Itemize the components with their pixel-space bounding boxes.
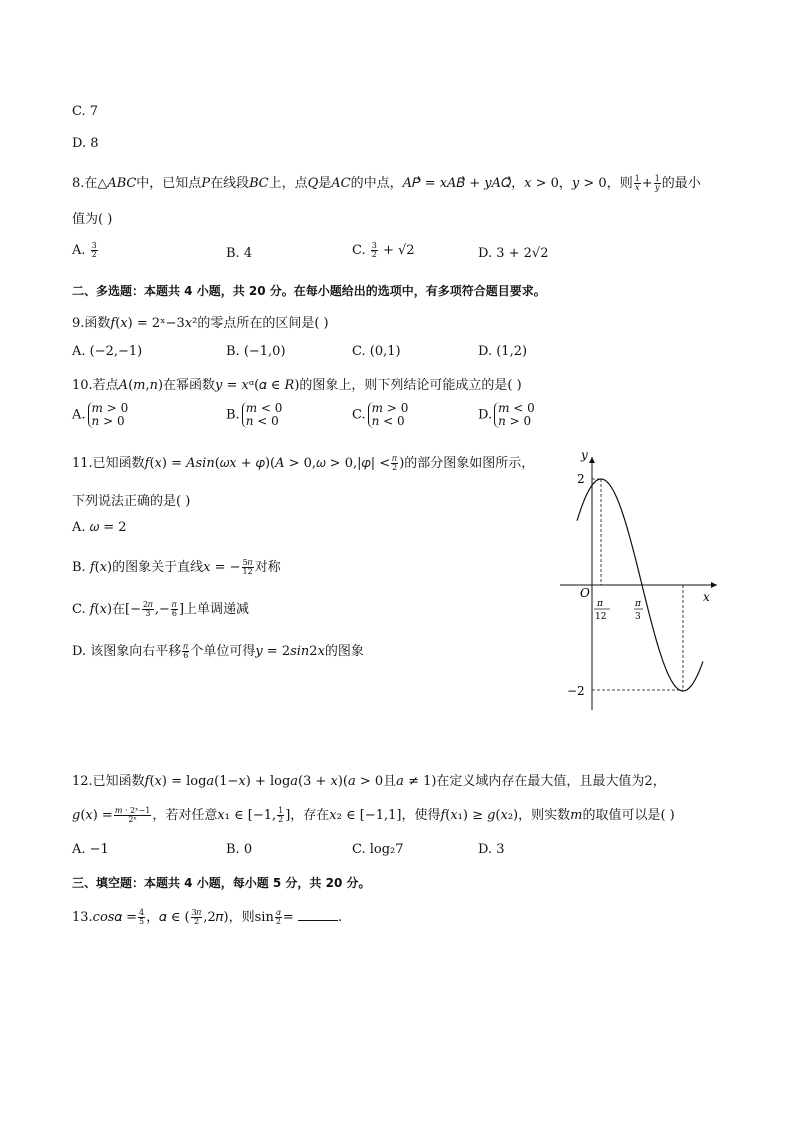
question-8-stem: 8.在△𝐴𝐵𝐶中，已知点𝑃在线段𝐵𝐶上，点𝑄是𝐴𝐶的中点，𝐴𝑃⃗ = 𝑥𝐴𝐵⃗ + 𝑦𝐴𝑄⃗，𝑥 > 0，𝑦 > 0，则 $\frac{1}{\text{𝑥}}$ + $\frac{1}{\text{𝑦}}$ 的最小 — [72, 174, 701, 192]
origin-label: 𝑂 — [580, 586, 590, 600]
q9-option-c: C. (0,1) — [352, 344, 401, 359]
q12-option-c: C. log₂7 — [352, 842, 404, 857]
q12-option-d: D. 3 — [478, 842, 505, 857]
question-12-stem-line2: 𝑔(𝑥) = $\frac{\text{𝑚 · 2ˣ−1}}{\text{2ˣ}}$ ，若对任意𝑥₁ ∈ [−1, $\frac{1}{2}$ ]，存在𝑥₂ ∈ [−1,1]，使得𝑓(𝑥₁) ≥ 𝑔(𝑥₂)，则实数𝑚的取值可以是( ) — [72, 806, 675, 824]
q10-option-d: D. 𝑚 < 0 𝑛 > 0 — [478, 401, 535, 428]
question-13-stem: 13.𝑐𝑜𝑠𝛼 = $\frac{4}{5}$ ，𝛼 ∈ ( $\frac{\text{3𝜋}}{2}$ ,2𝜋)，则sin $\frac{\text{𝛼}}{2}$ = . — [72, 908, 343, 926]
q11-option-b: B. 𝑓(𝑥)的图象关于直线𝑥 = − $\frac{\text{5𝜋}}{12}$ 对称 — [72, 558, 281, 576]
q12-option-a: A. −1 — [72, 842, 109, 857]
tick-pi-3-num: 𝜋 — [635, 599, 641, 609]
q9-option-d: D. (1,2) — [478, 344, 528, 359]
tick-pi-3-den: 3 — [635, 612, 641, 622]
option-d-q7: D. 8 — [72, 136, 99, 151]
q11-option-a: A. 𝜔 = 2 — [72, 520, 127, 535]
question-8-stem-line2: 值为( ) — [72, 212, 113, 227]
tick-pi-12-den: 12 — [595, 612, 607, 622]
question-10-stem: 10.若点𝐴(𝑚,𝑛)在幂函数𝑦 = 𝑥ᵅ(𝛼 ∈ 𝑅)的图象上，则下列结论可能成立的是( ) — [72, 378, 522, 393]
q12-option-b: B. 0 — [226, 842, 253, 857]
q8-option-b: B. 4 — [226, 246, 253, 261]
question-11-stem-line2: 下列说法正确的是( ) — [72, 494, 191, 509]
q8-option-d: D. 3 + 2√2 — [478, 246, 549, 261]
q11-option-c: C. 𝑓(𝑥)在[− $\frac{\text{2𝜋}}{3}$ ,− $\frac{\text{𝜋}}{6}$ ]上单调递减 — [72, 600, 250, 618]
q9-option-b: B. (−1,0) — [226, 344, 286, 359]
section-2-heading: 二、多选题：本题共 4 小题，共 20 分。在每小题给出的选项中，有多项符合题目要求。 — [72, 284, 546, 298]
q9-option-a: A. (−2,−1) — [72, 344, 143, 359]
q8-option-a: A. $\frac{3}{2}$ — [72, 241, 97, 259]
option-c-q7: C. 7 — [72, 104, 99, 119]
q10-option-b: B. 𝑚 < 0 𝑛 < 0 — [226, 401, 283, 428]
sine-graph — [555, 445, 730, 720]
question-11-stem: 11.已知函数𝑓(𝑥) = 𝐴𝑠𝑖𝑛(𝜔𝑥 + 𝜑)(𝐴 > 0,𝜔 > 0,|𝜑| < $\frac{\text{𝜋}}{2}$ )的部分图象如图所示， — [72, 454, 535, 472]
section-3-heading: 三、填空题：本题共 4 小题，每小题 5 分，共 20 分。 — [72, 876, 371, 890]
q10-option-c: C. 𝑚 > 0 𝑛 < 0 — [352, 401, 409, 428]
vector-equation: 𝐴𝑃⃗ = 𝑥𝐴𝐵⃗ + 𝑦𝐴𝑄⃗ — [402, 176, 512, 191]
q10-option-a: A. 𝑚 > 0 𝑛 > 0 — [72, 401, 129, 428]
answer-blank[interactable] — [298, 910, 338, 921]
y-max-label: 2 — [577, 472, 585, 486]
q11-option-d: D. 该图象向右平移 $\frac{\text{𝜋}}{6}$ 个单位可得𝑦 = 2𝑠𝑖𝑛2𝑥的图象 — [72, 642, 364, 660]
y-min-label: −2 — [567, 684, 585, 698]
question-9-stem: 9.函数𝑓(𝑥) = 2ˣ−3𝑥²的零点所在的区间是( ) — [72, 316, 329, 331]
q8-option-c: C. $\frac{3}{2}$ + √2 — [352, 241, 415, 259]
y-axis-label: 𝑦 — [581, 448, 588, 462]
question-12-stem: 12.已知函数𝑓(𝑥) = log𝑎(1−𝑥) + log𝑎(3 + 𝑥)(𝑎 > 0且𝑎 ≠ 1)在定义域内存在最大值，且最大值为2， — [72, 774, 666, 789]
tick-pi-12-num: 𝜋 — [597, 599, 603, 609]
x-axis-label: 𝑥 — [703, 590, 710, 604]
